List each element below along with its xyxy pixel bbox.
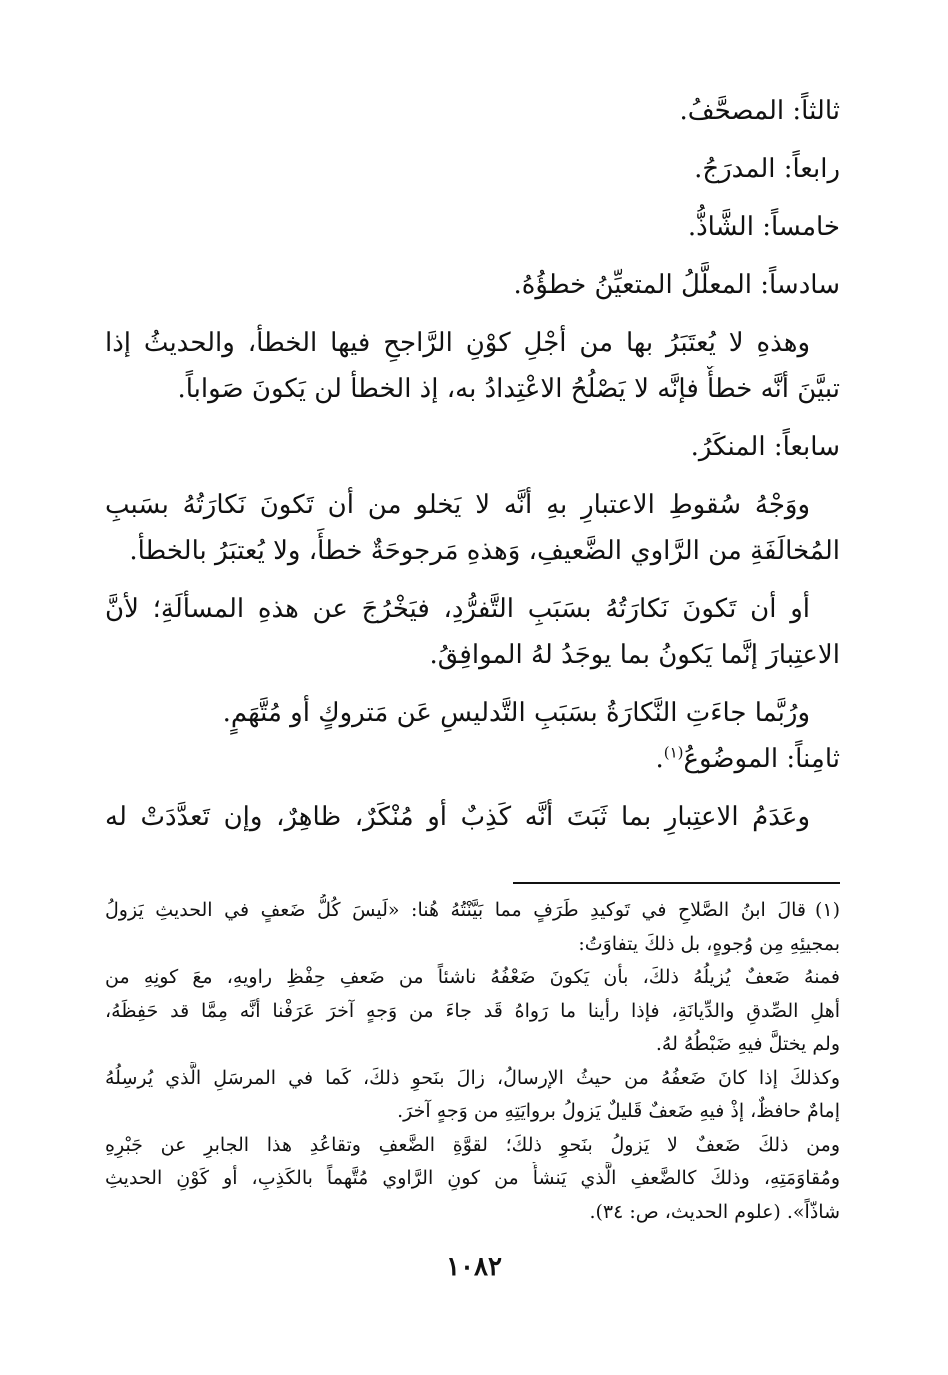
main-text: [105, 88, 840, 840]
footnote-line: أهلِ الصِّدقِ والدِّيانَةِ، فإذا رأينا ما رَواهُ قَد جاءَ من وَجهٍ آخرَ عَرَفْنا أنَّه مِمَّا قد حَفِظَهُ،: [105, 999, 840, 1022]
heading-seventh: سابعاً: المنكَرُ.: [690, 432, 840, 462]
heading-eighth: [105, 736, 840, 782]
footnote-divider: [513, 882, 840, 884]
heading-third: ثالثاً: المصحَّفُ.: [679, 96, 840, 126]
footnote-line-text: قالَ ابنُ الصَّلاحِ في تَوكيدِ طَرَفٍ مما بَيَّنْتُهُ هُنا: «لَيسَ كُلُّ ضَعفٍ في الحديثِ يَزولُ: [105, 899, 806, 921]
footnote-block: [105, 894, 840, 1229]
paragraph-munkar: [105, 482, 840, 574]
heading-eighth-end: .: [655, 744, 664, 774]
paragraph-line: ووَجْهُ سُقوطِ الاعتبارِ بهِ أنَّه لا يَخلو من أن تَكونَ نَكارَتُهُ بسَببِ: [105, 490, 810, 520]
footnote-line: فمنهُ ضَعفٌ يُزيلُهُ ذلكَ، بأن يَكونَ ضَعْفُهُ ناشئاً من ضَعفِ حِفْظِ راويهِ، معَ كونِهِ من: [105, 966, 840, 988]
footnote-line: ومُقاوَمَتِهِ، وذلكَ كالضَّعفِ الَّذي يَنشأُ من كونِ الرَّاوي مُتَّهماً بالكَذِبِ، أو كَوْنِ الحديثِ: [105, 1167, 840, 1189]
paragraph-tafarrud: [105, 586, 840, 678]
paragraph-line: الاعتِبارَ إنَّما يَكونُ بما يوجَدُ لهُ الموافِقُ.: [429, 640, 840, 670]
heading-fifth: خامساً: الشَّاذُّ.: [687, 212, 840, 242]
footnote-line: ومن ذلكَ ضَعفٌ لا يَزولُ بنَحوِ ذلكَ؛ لقوَّةِ الضَّعفِ وتقاعُدِ هذا الجابرِ عن جَبْرِهِ: [105, 1133, 840, 1156]
footnote-line: [105, 894, 840, 928]
page-number: ١٠٨٢: [446, 1252, 502, 1282]
footnote-number: (١): [814, 899, 840, 921]
paragraph-line: أو أن تَكونَ نَكارَتُهُ بسَبَبِ التَّفرُّدِ، فيَخْرُجَ عن هذهِ المسألَةِ؛ لأنَّ: [105, 594, 810, 624]
paragraph-tadlis: ورُبَّما جاءَتِ النَّكارَةُ بسَبَبِ التَّدليسِ عَن مَتروكٍ أو مُتَّهَمٍ.: [222, 698, 810, 728]
heading-sixth: سادساً: المعلَّلُ المتعيِّنُ خطؤُهُ.: [513, 270, 840, 300]
paragraph-not-considered: [105, 320, 840, 412]
paragraph-line: وهذهِ لا يُعتَبَرُ بها من أجْلِ كوْنِ الرَّاجحِ فيها الخطأ، والحديثُ إذا: [105, 328, 810, 358]
paragraph-line: تبيَّنَ أنَّه خطأٌ فإنَّه لا يَصْلُحُ الاعْتِدادُ به، إذ الخطأ لن يَكونَ صَواباً.: [177, 374, 840, 404]
footnote-line: ولم يختلَّ فيهِ ضَبْطُهُ لهُ.: [655, 1033, 840, 1055]
heading-eighth-text: ثامِناً: الموضُوعُ: [683, 744, 840, 774]
footnote-line: إمامٌ حافظٌ، إذْ فيهِ ضَعفٌ قَليلٌ يَزولُ بروايَتِهِ من وَجهٍ آخرَ.: [397, 1100, 840, 1122]
paragraph-mawdu: وعَدَمُ الاعتِبارِ بما ثَبَتَ أنَّه كَذِبٌ أو مُنْكَرٌ، ظاهِرٌ، وإن تَعدَّدَتْ له: [105, 802, 810, 832]
paragraph-line: المُخالَفَةِ من الرَّاوي الضَّعيفِ، وَهذهِ مَرجوحَةٌ خطأً، ولا يُعتبَرُ بالخطأ.: [129, 536, 840, 566]
footnote-line: شاذّاً». (علوم الحديث، ص: ٣٤).: [589, 1200, 840, 1223]
footnote-line: وكذلكَ إذا كانَ ضَعفُهُ من حيثُ الإرسالُ، زالَ بنَحوِ ذلكَ، كَما في المرسَلِ الَّذي يُرسِلُهُ: [105, 1066, 840, 1089]
footnote-reference[interactable]: (١): [663, 743, 684, 762]
heading-fourth: رابعاً: المدرَجُ.: [694, 154, 840, 184]
footnote-line: بمجيئِهِ مِن وُجوهٍ، بل ذلكَ يتفاوَتُ:: [578, 932, 840, 955]
